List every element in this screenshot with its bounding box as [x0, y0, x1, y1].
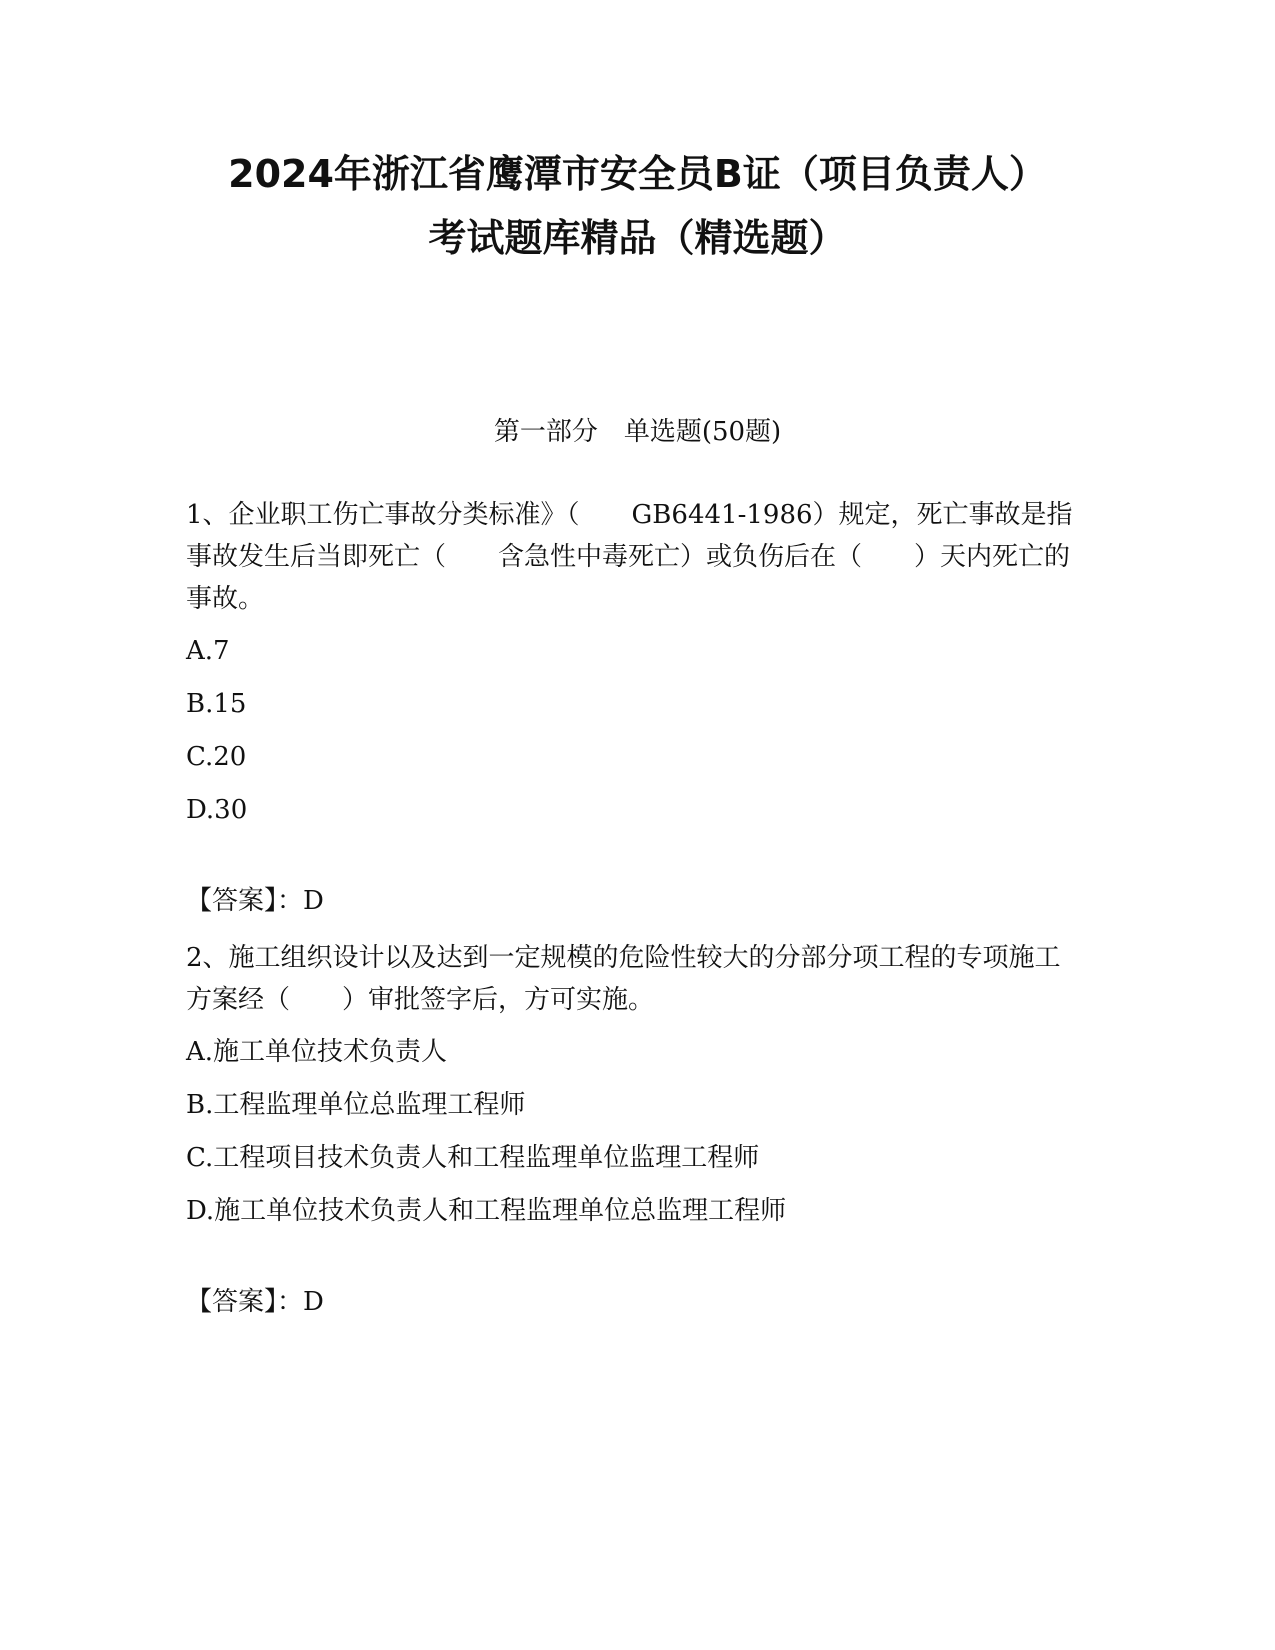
document-title — [0, 142, 1275, 270]
title-line-1: 2024年浙江省鹰潭市安全员B证（项目负责人） — [228, 152, 1047, 196]
answer-1: 【答案】：D — [186, 886, 324, 916]
question-2 — [186, 937, 1086, 1021]
option-c: C.20 — [186, 742, 247, 772]
option-c: C.工程项目技术负责人和工程监理单位监理工程师 — [186, 1143, 760, 1173]
option-a: A.施工单位技术负责人 — [186, 1037, 448, 1067]
option-a: A.7 — [186, 636, 230, 666]
option-d: D.施工单位技术负责人和工程监理单位总监理工程师 — [186, 1196, 787, 1226]
question-1 — [186, 494, 1086, 620]
question-1-stem: 1、企业职工伤亡事故分类标准》（ GB6441-1986）规定，死亡事故是指事故发生后当即死亡（ 含急性中毒死亡）或负伤后在（ ）天内死亡的事故。 — [186, 500, 1073, 614]
question-1-options — [186, 630, 1086, 831]
title-line-2: 考试题库精品（精选题） — [428, 216, 847, 260]
option-b: B.15 — [186, 689, 247, 719]
section-heading: 第一部分 单选题(50题) — [493, 417, 782, 447]
answer-2: 【答案】：D — [186, 1287, 324, 1317]
question-2-stem: 2、施工组织设计以及达到一定规模的危险性较大的分部分项工程的专项施工方案经（ ）审批签字后，方可实施。 — [186, 943, 1061, 1015]
question-2-options — [186, 1031, 1086, 1232]
option-d: D.30 — [186, 795, 248, 825]
option-b: B.工程监理单位总监理工程师 — [186, 1090, 526, 1120]
